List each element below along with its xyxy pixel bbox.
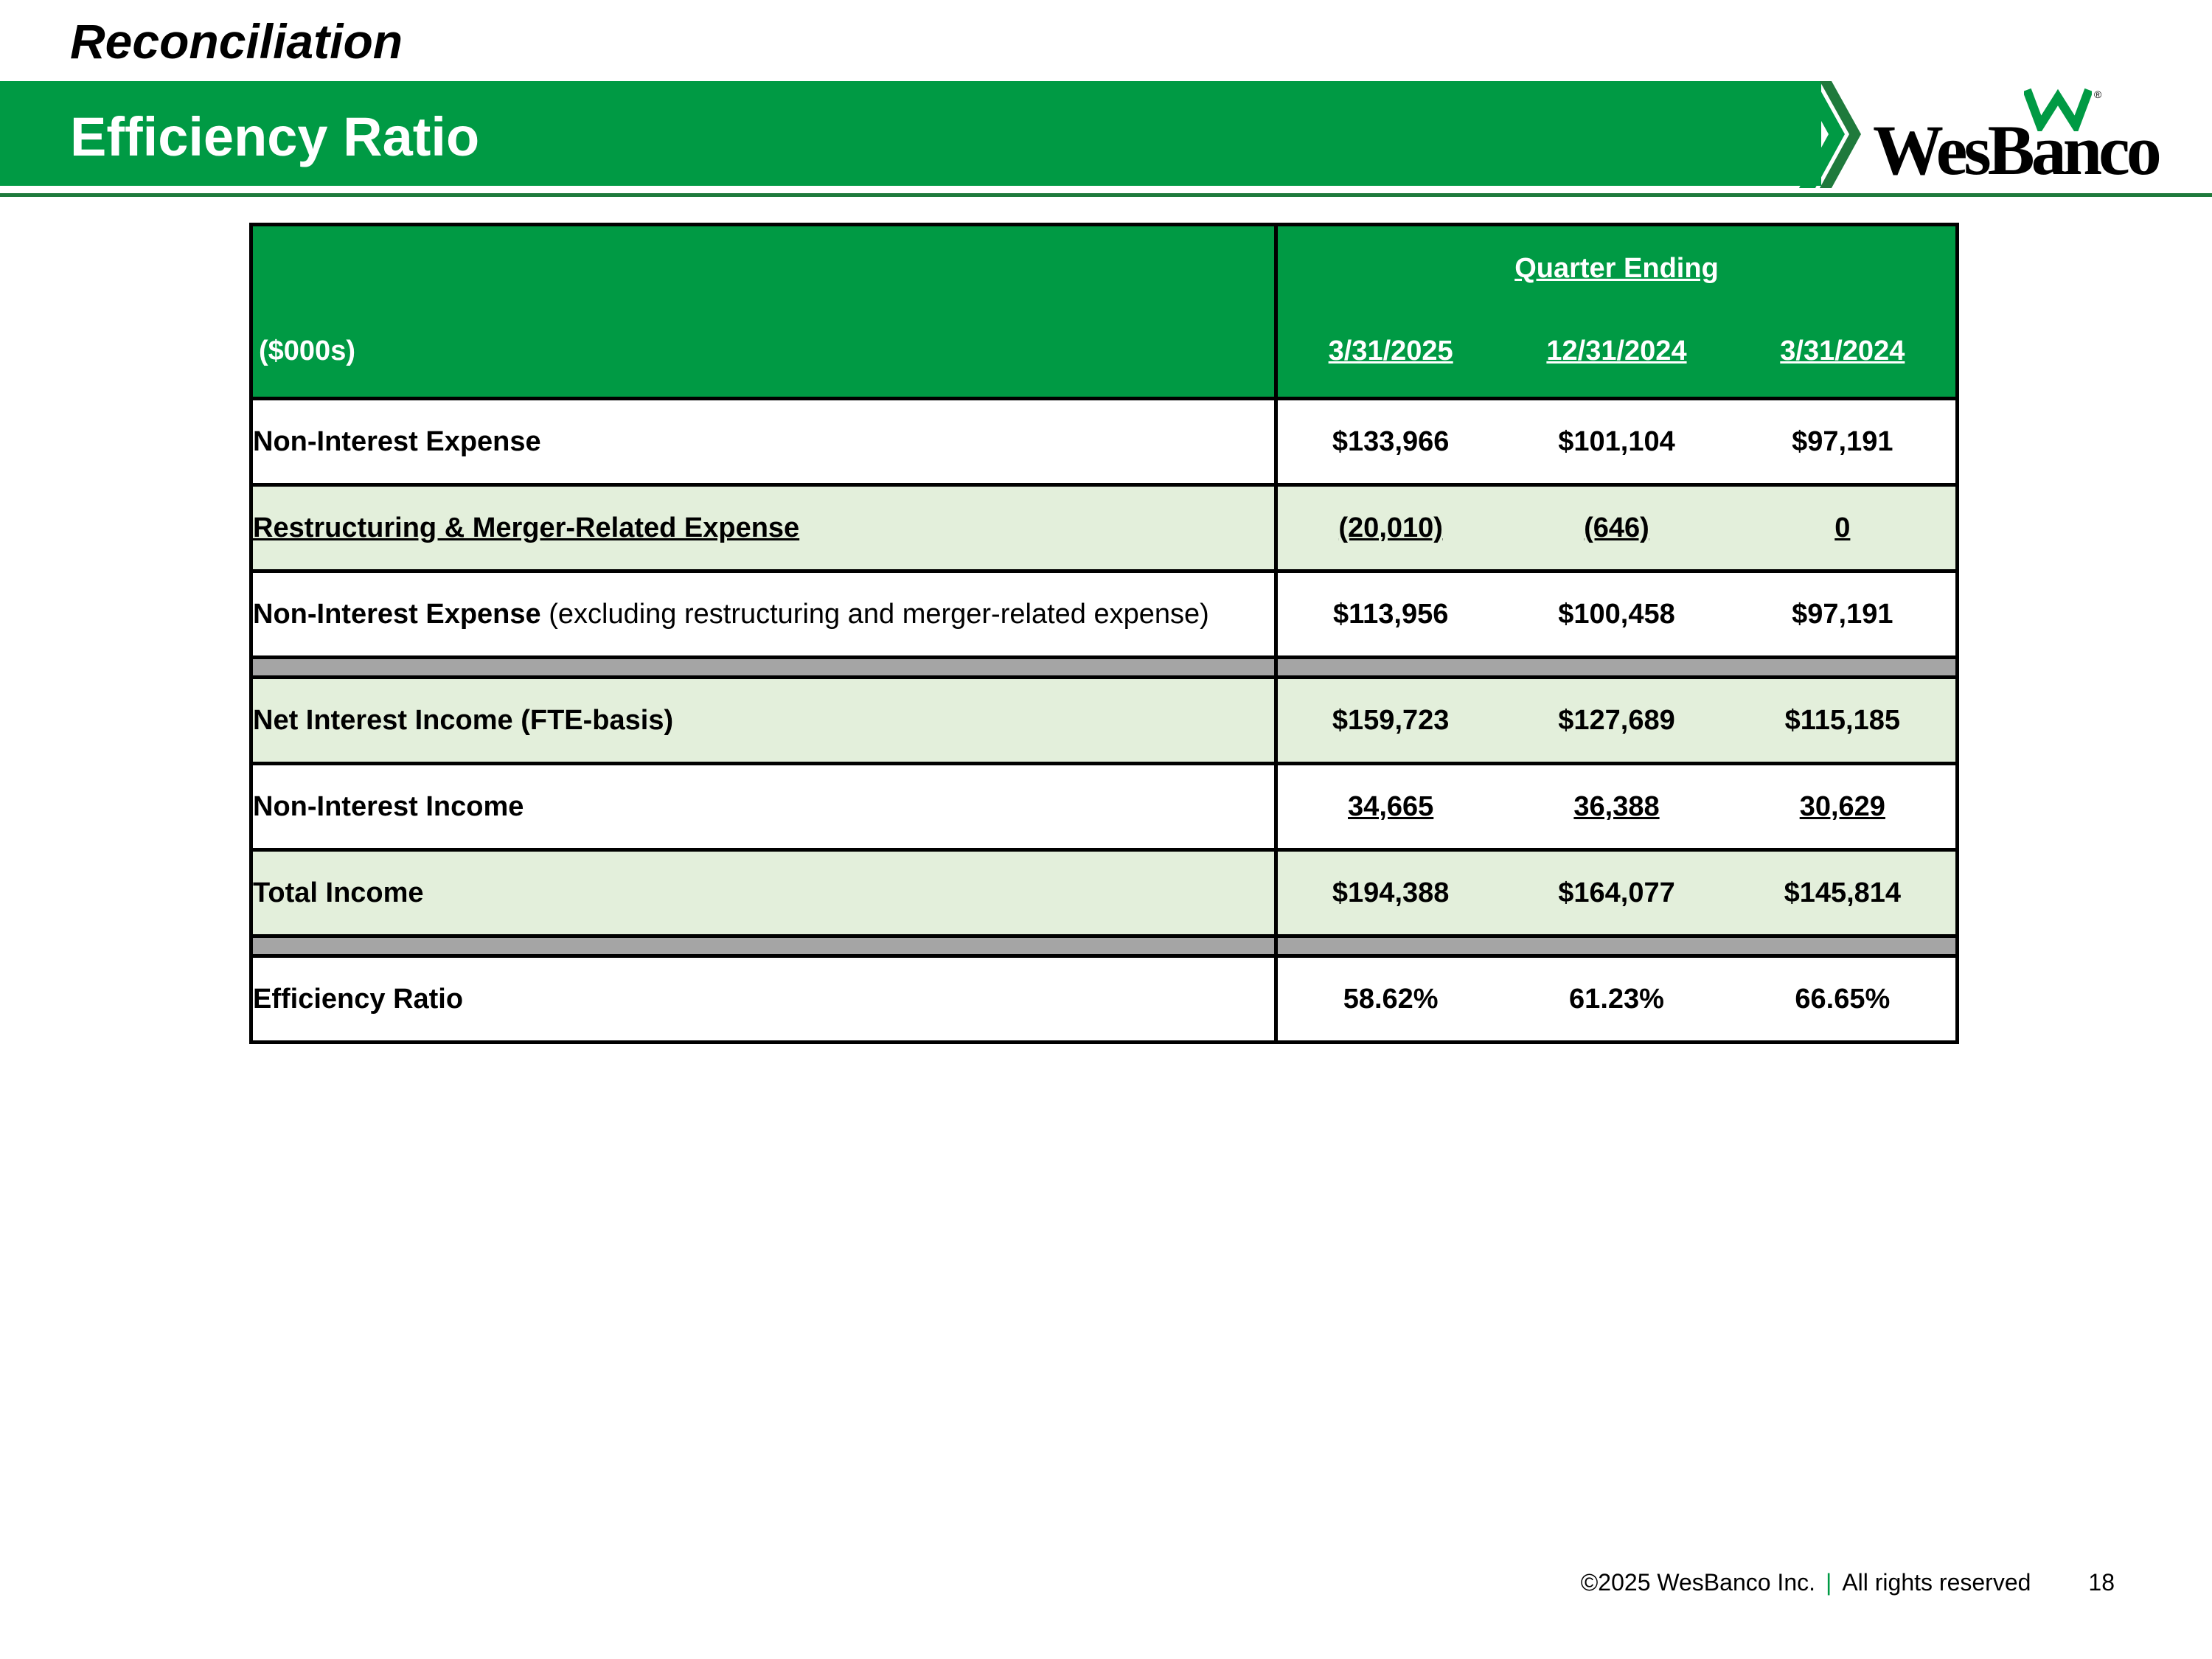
value-cell: 0 [1834,512,1851,543]
footer-separator: | [1826,1569,1832,1596]
efficiency-ratio-table [249,223,1959,1044]
table-row [251,678,1958,764]
row-label: Restructuring & Merger-Related Expense [251,485,1276,571]
row-label: Non-Interest Expense (excluding restructuring and merger-related expense) [251,571,1276,658]
period-header-cell [1276,225,1958,399]
column-header: 3/31/2025 [1328,335,1453,366]
column-header: 3/31/2024 [1780,335,1905,366]
banner-rule [0,193,2212,197]
units-label: ($000s) [259,335,355,366]
table-header-row [251,225,1958,399]
row-label: Total Income [251,850,1276,936]
value-cell: $97,191 [1792,425,1893,457]
table-row [251,764,1958,850]
value-cell: $113,956 [1332,598,1449,630]
value-cell: 66.65% [1795,983,1891,1015]
column-header: 12/31/2024 [1546,335,1687,366]
table-row [251,571,1958,658]
value-cell: 36,388 [1573,790,1660,822]
value-cell: $101,104 [1558,425,1675,457]
units-header-cell [251,225,1276,399]
separator-row [251,936,1958,956]
value-cell: (20,010) [1338,512,1443,543]
value-cell: $164,077 [1558,877,1675,908]
value-cell: 58.62% [1343,983,1439,1015]
value-cell: (646) [1584,512,1649,543]
row-label: Non-Interest Income [251,764,1276,850]
value-cell: $127,689 [1558,704,1675,736]
wesbanco-logo [1873,87,2158,189]
value-cell: $100,458 [1558,598,1675,630]
value-cell: $97,191 [1792,598,1893,630]
table-row [251,850,1958,936]
value-cell: $145,814 [1784,877,1902,908]
separator-row [251,658,1958,678]
copyright-text: ©2025 WesBanco Inc. [1580,1569,1815,1596]
logo-wordmark: WesBanco [1873,111,2158,189]
value-cell: $115,185 [1784,704,1901,736]
table-row [251,485,1958,571]
value-cell: 61.23% [1569,983,1664,1015]
footer [1581,1569,2115,1596]
value-cell: $194,388 [1332,877,1450,908]
table-row [251,956,1958,1043]
value-cell: 30,629 [1799,790,1885,822]
value-cell: 34,665 [1348,790,1434,822]
rights-text: All rights reserved [1842,1569,2031,1596]
value-cell: $159,723 [1332,704,1450,736]
row-label: Efficiency Ratio [251,956,1276,1043]
section-title: Reconciliation [70,14,403,69]
logo-registered-mark: ® [2094,88,2102,100]
row-label: Non-Interest Expense [251,399,1276,485]
row-label-note: (excluding restructuring and merger-related expense) [549,598,1209,630]
quarter-ending-label: Quarter Ending [1514,253,1719,284]
banner-chevron-icon [1799,81,1865,188]
page-title: Efficiency Ratio [70,106,480,167]
row-label: Net Interest Income (FTE-basis) [251,678,1276,764]
value-cell: $133,966 [1332,425,1450,457]
page-number: 18 [2088,1569,2115,1596]
table-row [251,399,1958,485]
